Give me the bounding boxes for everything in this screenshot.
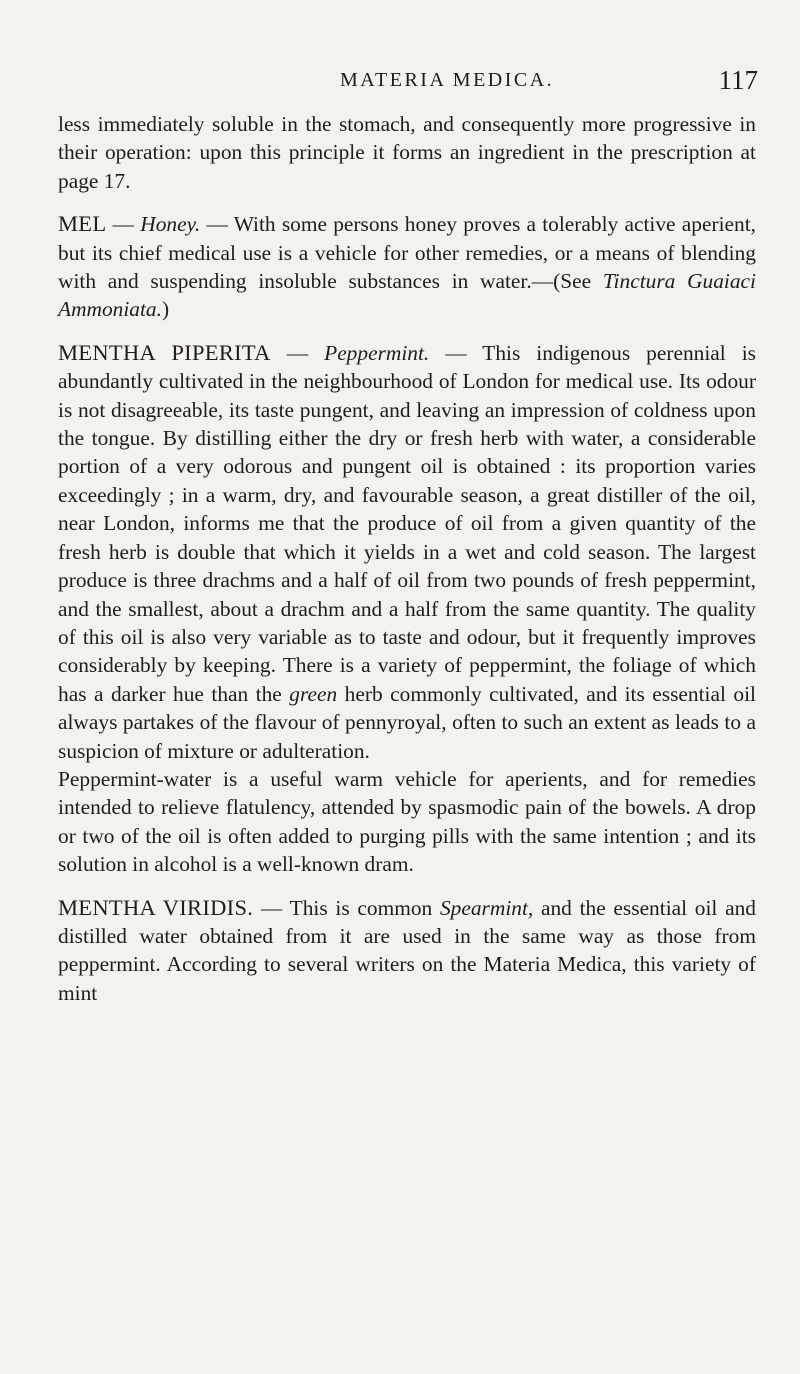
entry-text: — This is common	[253, 895, 440, 920]
emphasis-green: green	[289, 681, 338, 706]
paragraph-continuation	[58, 110, 756, 195]
entry-mentha-viridis	[58, 894, 756, 1008]
running-header	[0, 62, 800, 98]
paragraph-text: less immediately soluble in the stomach, and consequently more progressive in their operation: upon this principle it forms an ingredient in the prescription at page 17.	[58, 112, 756, 193]
entry-mentha-piperita	[58, 339, 756, 765]
closing-paren: )	[161, 297, 170, 322]
entry-text-cont: and the essential oil and distilled water obtained from it are used in the same way as those from peppermint. According to several writers on the Materia Medica, this variety of mint	[58, 895, 756, 1005]
entry-heading: MENTHA PIPERITA	[58, 339, 271, 365]
cross-reference: Tinctura Guaiaci Ammoniata.	[58, 269, 756, 322]
dash: —	[270, 340, 325, 365]
running-title: MATERIA MEDICA.	[340, 69, 555, 91]
text-body	[58, 110, 756, 1007]
entry-text: — With some persons honey proves a tolerably active aperient, but its chief medical use is a vehicle for other remedies, or a means of blending with and suspending insoluble substances in water.—(See	[58, 212, 756, 294]
entry-heading: MEL	[58, 211, 107, 237]
common-name: Honey.	[140, 212, 201, 237]
common-name: Peppermint.	[324, 340, 430, 365]
paragraph-text: Peppermint-water is a useful warm vehicle for aperients, and for remedies intended to relieve flatulency, attended by spasmodic pain of the bowels. A drop or two of the oil is often added to purging pills with the same intention ; and its solution in alcohol is a well-known dram.	[58, 766, 756, 877]
entry-heading: MENTHA VIRIDIS.	[58, 894, 254, 920]
entry-text: — This indigenous perennial is abundantly cultivated in the neighbourhood of London for medical use. Its odour is not disagreeable, its taste pungent, and leaving an impression of coldness upon the tongue. By distilling either the dry or fresh herb with water, a considerable portion of a very odorous and pungent oil is obtained : its proportion varies exceedingly ; in a warm, dry, and favourable season, a great distiller of the oil, near London, informs me that the produce of oil from a given quantity of the fresh herb is double that which it yields in a wet and cold season. The largest produce is three drachms and a half of oil from two pounds of fresh peppermint, and the smallest, about a drachm and a half from the same quantity. The quality of this oil is also very variable as to taste and odour, but it frequently improves considerably by keeping. There is a variety of peppermint, the foliage of which has a darker hue than the	[58, 340, 757, 706]
paragraph-peppermint-water	[58, 765, 756, 879]
entry-text-cont: herb commonly cultivated, and its essential oil always partakes of the flavour of pennyroyal, often to such an extent as leads to a suspicion of mixture or adulteration.	[58, 681, 756, 763]
common-name: Spearmint,	[439, 895, 534, 920]
dash: —	[106, 212, 141, 237]
entry-mel	[58, 210, 756, 324]
page-number: 117	[718, 65, 758, 95]
